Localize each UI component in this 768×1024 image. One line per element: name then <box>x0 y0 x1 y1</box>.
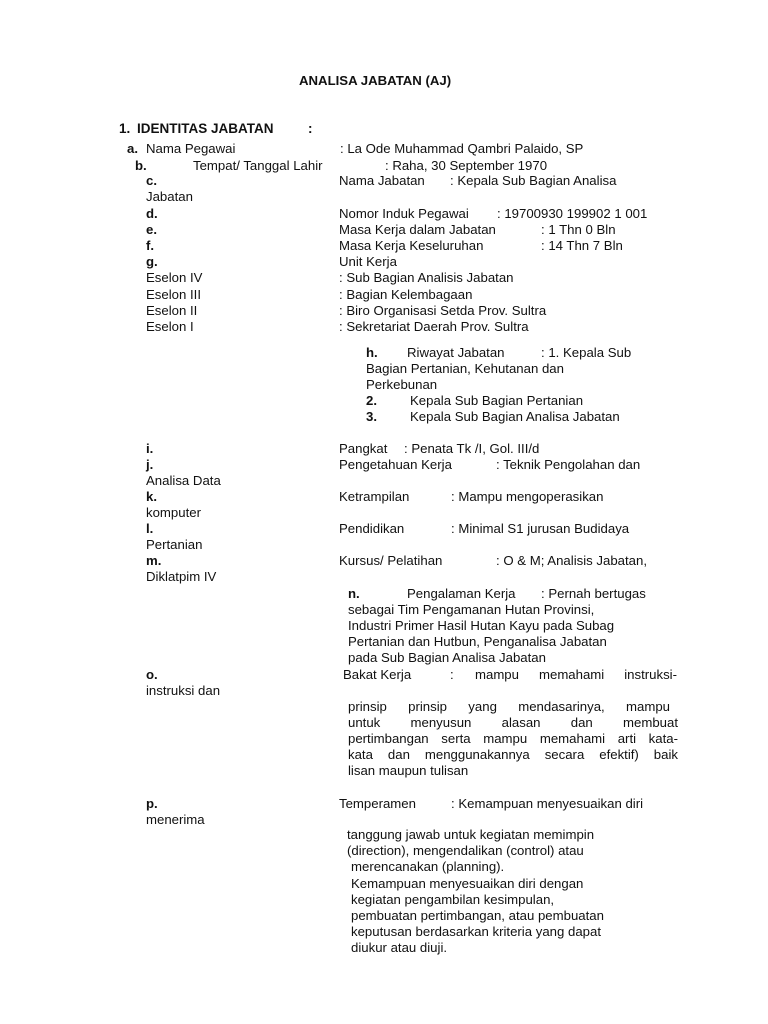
item-p-value: : Kemampuan menyesuaikan diri <box>451 796 644 811</box>
eselon-value: : Sekretariat Daerah Prov. Sultra <box>339 319 529 334</box>
document-title: ANALISA JABATAN (AJ) <box>299 73 452 88</box>
item-e-letter: e. <box>146 222 157 237</box>
item-p-line: tanggung jawab untuk kegiatan memimpin <box>347 827 595 842</box>
item-o-line: prinsip prinsip yang mendasarinya, mampu <box>348 699 670 714</box>
item-g-letter: g. <box>146 254 158 269</box>
item-o-line: untuk menyusun alasan dan membuat <box>348 715 678 730</box>
item-k-letter: k. <box>146 489 157 504</box>
item-l-wrap: Pertanian <box>146 537 203 552</box>
item-c-label: Nama Jabatan <box>339 173 425 188</box>
item-m-wrap: Diklatpim IV <box>146 569 217 584</box>
item-b-value: : Raha, 30 September 1970 <box>385 158 548 173</box>
item-o-line: lisan maupun tulisan <box>348 763 469 778</box>
item-e-label: Masa Kerja dalam Jabatan <box>339 222 496 237</box>
item-e-value: : 1 Thn 0 Bln <box>541 222 616 237</box>
item-p-line: diukur atau diuji. <box>351 940 448 955</box>
item-i-label: Pangkat <box>339 441 388 456</box>
item-a-letter: a. <box>127 141 138 156</box>
item-p-letter: p. <box>146 796 158 811</box>
item-k-label: Ketrampilan <box>339 489 410 504</box>
eselon-value: : Bagian Kelembagaan <box>339 287 473 302</box>
item-o-line: kata dan menggunakannya secara efektif) baik <box>348 747 678 762</box>
item-k-value: : Mampu mengoperasikan <box>451 489 604 504</box>
item-o-value: mampu memahami instruksi- <box>475 667 677 682</box>
item-d-label: Nomor Induk Pegawai <box>339 206 469 221</box>
item-j-letter: j. <box>146 457 154 472</box>
item-n-line: Industri Primer Hasil Hutan Kayu pada Subag <box>348 618 615 633</box>
item-p-line: merencanakan (planning). <box>351 859 505 874</box>
item-h-label: Riwayat Jabatan <box>407 345 505 360</box>
item-i-letter: i. <box>146 441 154 456</box>
eselon-value: : Biro Organisasi Setda Prov. Sultra <box>339 303 547 318</box>
section-heading: IDENTITAS JABATAN <box>137 121 274 136</box>
item-n-line: sebagai Tim Pengamanan Hutan Provinsi, <box>348 602 595 617</box>
eselon-label: Eselon II <box>146 303 198 318</box>
eselon-value: : Sub Bagian Analisis Jabatan <box>339 270 514 285</box>
item-o-label: Bakat Kerja <box>343 667 412 682</box>
item-d-value: : 19700930 199902 1 001 <box>497 206 648 221</box>
item-p-line: kegiatan pengambilan kesimpulan, <box>351 892 555 907</box>
item-b-letter: b. <box>135 158 147 173</box>
item-l-letter: l. <box>146 521 154 536</box>
item-h-value: : 1. Kepala Sub <box>541 345 632 360</box>
item-l-value: : Minimal S1 jurusan Budidaya <box>451 521 630 536</box>
eselon-label: Eselon IV <box>146 270 203 285</box>
item-f-letter: f. <box>146 238 155 253</box>
section-colon: : <box>308 121 313 136</box>
item-p-label: Temperamen <box>339 796 416 811</box>
item-b-label: Tempat/ Tanggal Lahir <box>193 158 323 173</box>
item-h-line: Perkebunan <box>366 377 438 392</box>
item-o-letter: o. <box>146 667 158 682</box>
item-o-colon: : <box>450 667 454 682</box>
item-h-sub-text: Kepala Sub Bagian Analisa Jabatan <box>410 409 620 424</box>
item-h-sub-num: 2. <box>366 393 377 408</box>
item-p-wrap: menerima <box>146 812 205 827</box>
item-g-label: Unit Kerja <box>339 254 397 269</box>
item-p-line: Kemampuan menyesuaikan diri dengan <box>351 876 584 891</box>
item-n-label: Pengalaman Kerja <box>407 586 516 601</box>
item-f-label: Masa Kerja Keseluruhan <box>339 238 484 253</box>
eselon-label: Eselon III <box>146 287 201 302</box>
item-p-line: pembuatan pertimbangan, atau pembuatan <box>351 908 604 923</box>
eselon-label: Eselon I <box>146 319 194 334</box>
item-h-sub-num: 3. <box>366 409 377 424</box>
item-o-line: pertimbangan serta mampu memahami arti kata- <box>348 731 678 746</box>
item-n-letter: n. <box>348 586 360 601</box>
item-m-value: : O & M; Analisis Jabatan, <box>496 553 647 568</box>
section-number: 1. <box>119 121 131 136</box>
item-h-letter: h. <box>366 345 378 360</box>
item-j-value: : Teknik Pengolahan dan <box>496 457 641 472</box>
item-o-wrap: instruksi dan <box>146 683 221 698</box>
item-n-line: Pertanian dan Hutbun, Penganalisa Jabatan <box>348 634 607 649</box>
item-j-label: Pengetahuan Kerja <box>339 457 452 472</box>
item-c-value: : Kepala Sub Bagian Analisa <box>450 173 617 188</box>
item-l-label: Pendidikan <box>339 521 405 536</box>
item-d-letter: d. <box>146 206 158 221</box>
item-p-line: keputusan berdasarkan kriteria yang dapat <box>351 924 601 939</box>
item-n-line: pada Sub Bagian Analisa Jabatan <box>348 650 546 665</box>
item-c-letter: c. <box>146 173 157 188</box>
item-a-label: Nama Pegawai <box>146 141 236 156</box>
item-h-line: Bagian Pertanian, Kehutanan dan <box>366 361 564 376</box>
item-j-wrap: Analisa Data <box>146 473 221 488</box>
item-p-line: (direction), mengendalikan (control) atau <box>347 843 584 858</box>
item-i-value: : Penata Tk /I, Gol. III/d <box>404 441 540 456</box>
item-m-label: Kursus/ Pelatihan <box>339 553 443 568</box>
item-n-value: : Pernah bertugas <box>541 586 646 601</box>
item-c-wrap: Jabatan <box>146 189 193 204</box>
item-a-value: : La Ode Muhammad Qambri Palaido, SP <box>340 141 584 156</box>
item-k-wrap: komputer <box>146 505 201 520</box>
item-f-value: : 14 Thn 7 Bln <box>541 238 623 253</box>
item-h-sub-text: Kepala Sub Bagian Pertanian <box>410 393 584 408</box>
item-m-letter: m. <box>146 553 162 568</box>
